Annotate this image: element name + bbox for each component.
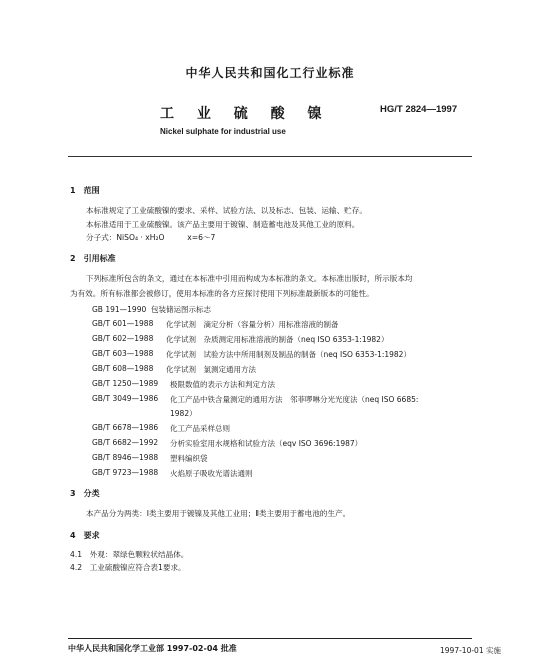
- section-3-heading: 3 分类: [70, 489, 100, 498]
- reference-title: 塑料编织袋: [170, 454, 208, 463]
- reference-title: 化学试剂 试验方法中所用制剂及制品的制备（neq ISO 6353-1:1982）: [166, 350, 411, 359]
- reference-title-continued: 1982）: [170, 409, 197, 418]
- reference-title: 化学试剂 氯测定通用方法: [166, 365, 256, 374]
- english-title: Nickel sulphate for industrial use: [160, 127, 286, 136]
- org-standard-header: 中华人民共和国化工行业标准: [185, 66, 355, 80]
- section-4-heading: 4 要求: [70, 531, 100, 540]
- effective-date: 1997-10-01 实施: [440, 646, 501, 655]
- section-3-paragraph: 本产品分为两类：Ⅰ类主要用于镀镍及其他工业用；Ⅱ类主要用于蓄电池的生产。: [86, 509, 351, 518]
- top-divider: [68, 156, 472, 157]
- clause-4-1: 4.1 外观：翠绿色颗粒状结晶体。: [70, 550, 189, 559]
- standard-code: HG/T 2824—1997: [380, 104, 458, 115]
- reference-list-item: [92, 304, 211, 315]
- reference-title: 极限数值的表示方法和判定方法: [170, 380, 275, 389]
- reference-title: 化工产品中铁含量测定的通用方法 邻菲啰啉分光光度法（neq ISO 6685:: [170, 395, 419, 404]
- reference-code: GB/T 602—1988: [92, 334, 154, 343]
- reference-code: GB 191—1990: [92, 305, 147, 314]
- section-1-paragraph-2: 本标准适用于工业硫酸镍。该产品主要用于镀镍、制造蓄电池及其他工业的原料。: [86, 220, 360, 229]
- reference-code: GB/T 1250—1989: [92, 379, 159, 388]
- molecular-formula: 分子式：NiSO₄ · xH₂O x=6～7: [86, 233, 216, 242]
- clause-4-2: 4.2 工业硫酸镍应符合表1要求。: [70, 563, 186, 572]
- approval-line: 中华人民共和国化学工业部 1997-02-04 批准: [68, 644, 237, 653]
- section-2-heading: 2 引用标准: [70, 254, 116, 263]
- reference-code: GB/T 603—1988: [92, 349, 154, 358]
- section-2-paragraph-1: 下列标准所包含的条文，通过在本标准中引用而构成为本标准的条文。本标准出版时，所示版本均: [86, 274, 413, 283]
- reference-code: GB/T 6682—1992: [92, 438, 159, 447]
- section-2-paragraph-2: 为有效。所有标准都会被修订，使用本标准的各方应探讨使用下列标准最新版本的可能性。: [70, 289, 374, 298]
- bottom-divider: [68, 638, 472, 639]
- reference-code: GB/T 601—1988: [92, 319, 154, 328]
- reference-title: 化工产品采样总则: [170, 424, 230, 433]
- reference-title: 分析实验室用水规格和试验方法（eqv ISO 3696:1987）: [170, 439, 363, 448]
- document-title: 工 业 硫 酸 镍: [160, 106, 331, 122]
- reference-code: GB/T 8946—1988: [92, 453, 159, 462]
- section-1-paragraph-1: 本标准规定了工业硫酸镍的要求、采样、试验方法、以及标志、包装、运输、贮存。: [86, 206, 367, 215]
- reference-code: GB/T 3049—1986: [92, 394, 159, 403]
- reference-code: GB/T 9723—1988: [92, 468, 159, 477]
- reference-title: 火焰原子吸收光谱法通则: [170, 469, 253, 478]
- reference-code: GB/T 6678—1986: [92, 423, 159, 432]
- reference-code: GB/T 608—1988: [92, 364, 154, 373]
- reference-title: 包装储运图示标志: [151, 305, 212, 314]
- reference-title: 化学试剂 杂质测定用标准溶液的制备（neq ISO 6353-1:1982）: [166, 335, 389, 344]
- reference-title: 化学试剂 滴定分析（容量分析）用标准溶液的制备: [166, 320, 339, 329]
- section-1-heading: 1 范围: [70, 186, 100, 195]
